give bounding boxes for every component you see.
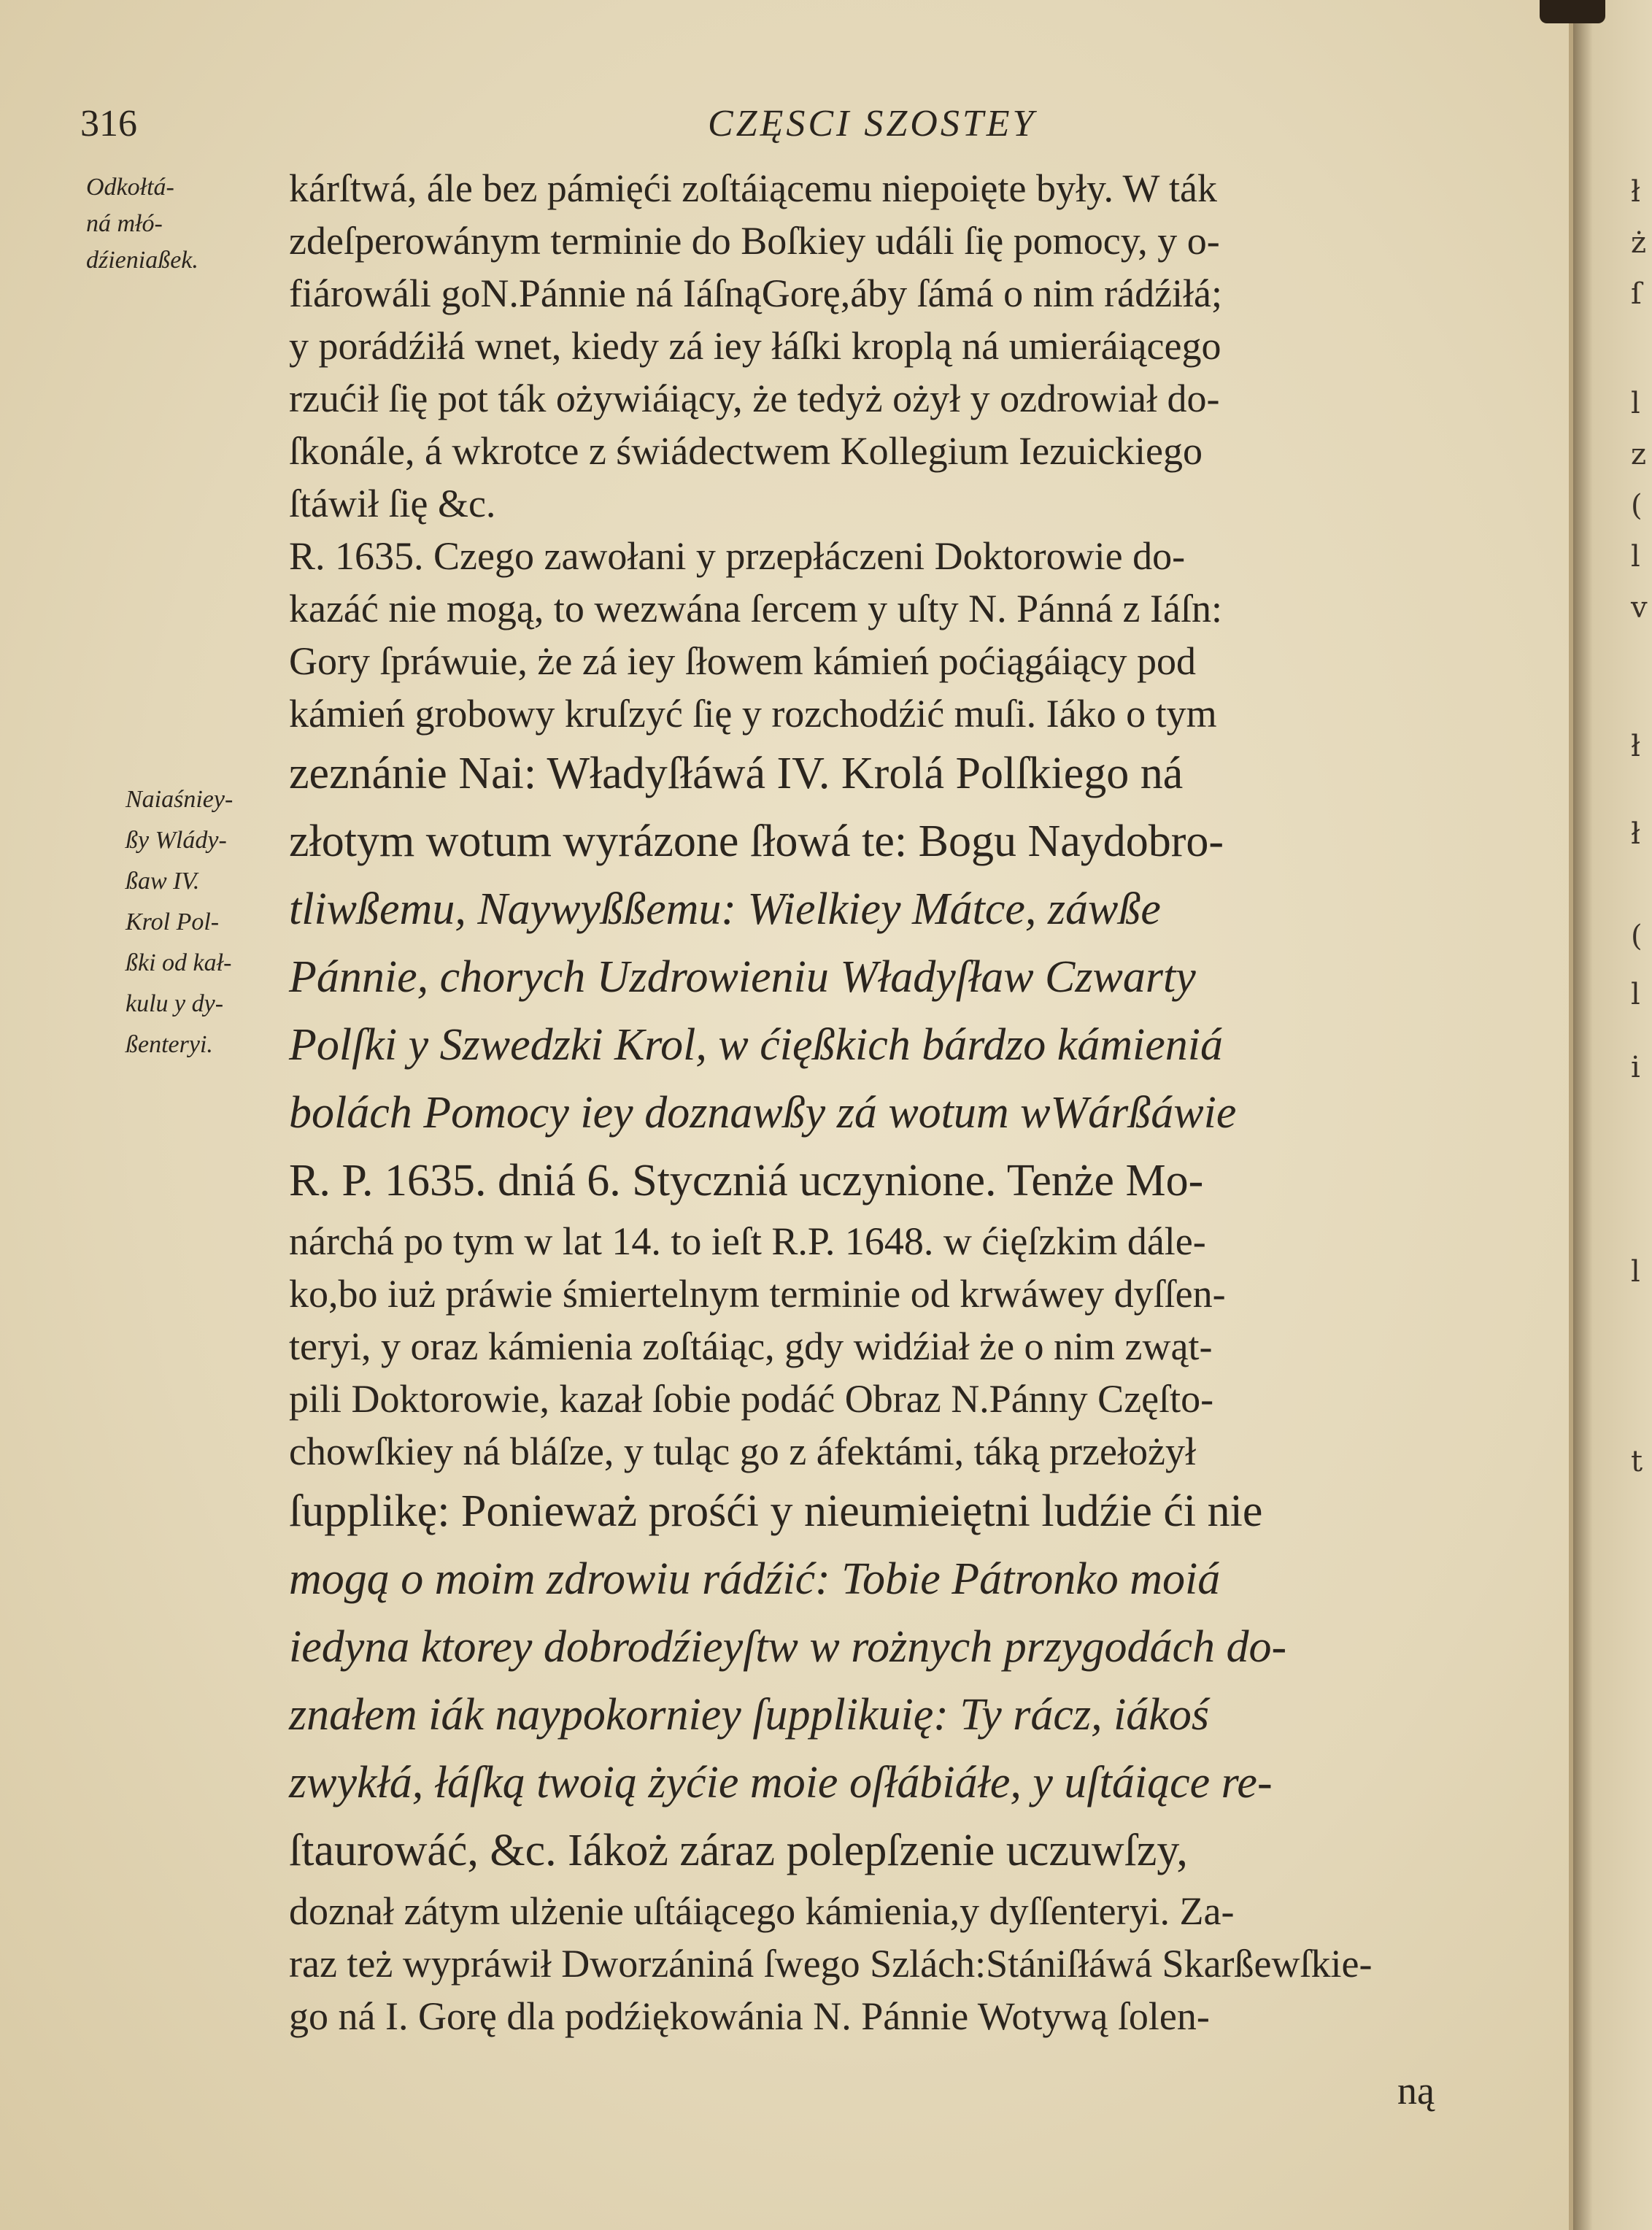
text-line: ko,bo iuż práwie śmiertelnym terminie od krwáwey dyſſen- — [289, 1272, 1226, 1316]
margin-note-line: ßaw IV. — [126, 868, 200, 895]
facing-letter: i — [1631, 1051, 1640, 1084]
facing-letter: l — [1631, 540, 1640, 574]
facing-letter: l — [1631, 978, 1640, 1011]
margin-note-line: ßenteryi. — [126, 1031, 213, 1058]
text-line: złotym wotum wyrázone ſłowá te: Bogu Naydobro- — [289, 817, 1224, 866]
text-line: kárſtwá, ále bez pámięći zoſtáiącemu niepoięte były. W ták — [289, 166, 1217, 210]
binding-tie — [1540, 0, 1605, 23]
margin-note-line: kulu y dy- — [126, 990, 224, 1017]
margin-note-line: Naiaśniey- — [126, 786, 233, 813]
text-line: zeznánie Nai: Władyſłáwá IV. Krolá Polſkiego ná — [289, 749, 1184, 798]
text-line: ſupplikę: Ponieważ prośći y nieumieiętni ludźie ći nie — [289, 1486, 1263, 1536]
text-line: nárchá po tym w lat 14. to ieſt R.P. 1648. w ćięſzkim dále- — [289, 1219, 1206, 1263]
facing-letter: v — [1631, 591, 1648, 625]
text-line: ſkonále, á wkrotce z świádectwem Kollegium Iezuickiego — [289, 429, 1203, 473]
text-line: kámień grobowy kruſzyć ſię y rozchodźić muſi. Iáko o tym — [289, 692, 1217, 736]
text-line: rzućił ſię pot ták ożywiáiący, że tedyż ożył y ozdrowiał do- — [289, 377, 1220, 420]
facing-letter: ł — [1631, 817, 1640, 851]
facing-page-edge — [1573, 0, 1652, 2230]
margin-note-line: ná młó- — [86, 210, 163, 237]
margin-note-line: Odkołtá- — [86, 174, 174, 201]
text-line: R. 1635. Czego zawołani y przepłáczeni Doktorowie do- — [289, 534, 1186, 578]
text-line: znałem iák naypokorniey ſupplikuię: Ty rácz, iákoś — [289, 1690, 1209, 1740]
facing-letter: ż — [1631, 226, 1647, 260]
running-head: CZĘSCI SZOSTEY — [708, 103, 1037, 144]
text-line: Gory ſpráwuie, że zá iey ſłowem kámień poćiągáiący pod — [289, 639, 1197, 683]
page-header — [80, 102, 1503, 161]
text-line: zwykłá, łáſką twoią żyćie moie oſłábiáłe, y uſtáiące re- — [289, 1758, 1273, 1807]
text-line: ſtáwił ſię &c. — [289, 482, 496, 525]
body-text — [289, 162, 1508, 2042]
facing-letter: l — [1631, 387, 1640, 420]
facing-letter: ( — [1631, 919, 1643, 953]
facing-letter: l — [1631, 1255, 1640, 1289]
text-line: pili Doktorowie, kazał ſobie podáć Obraz N.Pánny Częſto- — [289, 1377, 1214, 1421]
text-line: tliwßemu, Naywyßßemu: Wielkiey Mátce, záwße — [289, 884, 1161, 934]
catchword: ną — [1397, 2069, 1435, 2113]
margin-note-line: dźieniaßek. — [86, 247, 198, 274]
text-line: Polſki y Szwedzki Krol, w ćięßkich bárdzo kámieniá — [289, 1020, 1223, 1070]
text-line: ſtaurowáć, &c. Iákoż záraz polepſzenie uczuwſzy, — [289, 1826, 1188, 1875]
text-line: raz też wypráwił Dworzániná ſwego Szlách:Stániſłáwá Skarßewſkie- — [289, 1942, 1373, 1986]
text-line: bolách Pomocy iey doznawßy zá wotum wWárßáwie — [289, 1088, 1237, 1138]
facing-letter: ſ — [1631, 277, 1642, 311]
text-line: fiárowáli goN.Pánnie ná IáſnąGorę,áby ſámá o nim rádźiłá; — [289, 271, 1223, 315]
facing-letter: z — [1631, 438, 1647, 471]
text-line: kazáć nie mogą, to wezwána ſercem y uſty N. Pánná z Iáſn: — [289, 587, 1222, 630]
facing-letter: t — [1631, 1445, 1643, 1478]
text-line: go ná I. Gorę dla podźiękowánia N. Pánnie Wotywą ſolen- — [289, 1994, 1210, 2038]
text-line: y porádźiłá wnet, kiedy zá iey łáſki kroplą ná umieráiącego — [289, 324, 1221, 368]
facing-letter: ł — [1631, 730, 1640, 763]
text-line: teryi, y oraz kámienia zoſtáiąc, gdy widźiał że o nim zwąt- — [289, 1324, 1213, 1368]
text-line: doznał zátym ulżenie uſtáiącego kámienia,y dyſſenteryi. Za- — [289, 1889, 1235, 1933]
text-line: Pánnie, chorych Uzdrowieniu Władyſław Czwarty — [289, 952, 1196, 1002]
text-line: R. P. 1635. dniá 6. Styczniá uczynione. Tenże Mo- — [289, 1156, 1204, 1205]
text-line: iedyna ktorey dobrodźieyſtw w rożnych przygodách do- — [289, 1622, 1287, 1672]
margin-note-line: Krol Pol- — [126, 908, 220, 935]
margin-note-naiasniejszy — [126, 779, 233, 1065]
margin-note-line: ßki od kał- — [126, 949, 232, 976]
facing-letter: ( — [1631, 489, 1643, 522]
margin-note-odkolta — [86, 169, 198, 279]
facing-letter: ł — [1631, 175, 1640, 209]
text-line: chowſkiey ná bláſze, y tuląc go z áfektámi, táką przełożył — [289, 1430, 1196, 1473]
margin-note-line: ßy Wlády- — [126, 827, 227, 854]
text-line: zdeſperowánym terminie do Boſkiey událi ſię pomocy, y o- — [289, 219, 1220, 263]
page-number: 316 — [80, 103, 137, 144]
text-line: mogą o moim zdrowiu rádźić: Tobie Pátronko moiá — [289, 1554, 1221, 1604]
